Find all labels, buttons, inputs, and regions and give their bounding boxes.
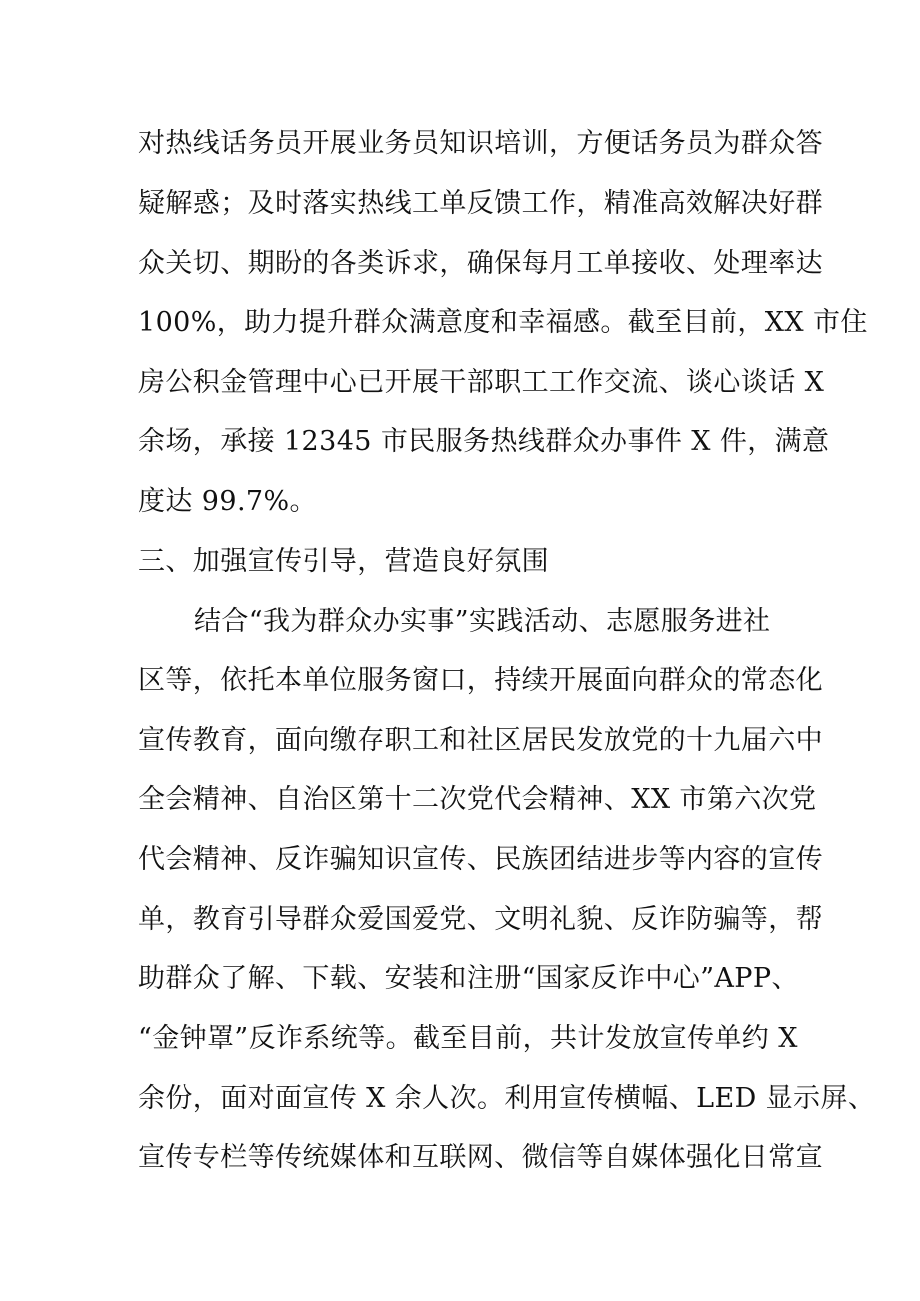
text-line: 单，教育引导群众爱国爱党、文明礼貌、反诈防骗等，帮 <box>138 904 823 935</box>
text-line: 区等，依托本单位服务窗口，持续开展面向群众的常态化 <box>138 665 823 696</box>
text-line: 疑解惑；及时落实热线工单反馈工作，精准高效解决好群 <box>138 188 823 219</box>
section-heading: 三、加强宣传引导，营造良好氛围 <box>138 546 549 577</box>
text-line: 度达 99.7%。 <box>138 486 317 517</box>
text-line: 余场，承接 12345 市民服务热线群众办事件 X 件，满意 <box>138 426 830 457</box>
text-line: 100%，助力提升群众满意度和幸福感。截至目前，XX 市住 <box>138 307 868 338</box>
text-line: 房公积金管理中心已开展干部职工工作交流、谈心谈话 X <box>138 367 825 398</box>
text-line: “金钟罩”反诈系统等。截至目前，共计发放宣传单约 X <box>138 1023 798 1054</box>
text-line: 全会精神、自治区第十二次党代会精神、XX 市第六次党 <box>138 784 817 815</box>
text-line: 余份，面对面宣传 X 余人次。利用宣传横幅、LED 显示屏、 <box>138 1083 876 1114</box>
text-line: 代会精神、反诈骗知识宣传、民族团结进步等内容的宣传 <box>138 844 823 875</box>
text-line: 助群众了解、下载、安装和注册“国家反诈中心”APP、 <box>138 963 799 994</box>
text-line: 对热线话务员开展业务员知识培训，方便话务员为群众答 <box>138 128 823 159</box>
text-line: 众关切、期盼的各类诉求，确保每月工单接收、处理率达 <box>138 248 823 279</box>
text-line: 宣传专栏等传统媒体和互联网、微信等自媒体强化日常宣 <box>138 1142 823 1173</box>
text-line: 宣传教育，面向缴存职工和社区居民发放党的十九届六中 <box>138 725 823 756</box>
text-line: 结合“我为群众办实事”实践活动、志愿服务进社 <box>194 606 771 637</box>
